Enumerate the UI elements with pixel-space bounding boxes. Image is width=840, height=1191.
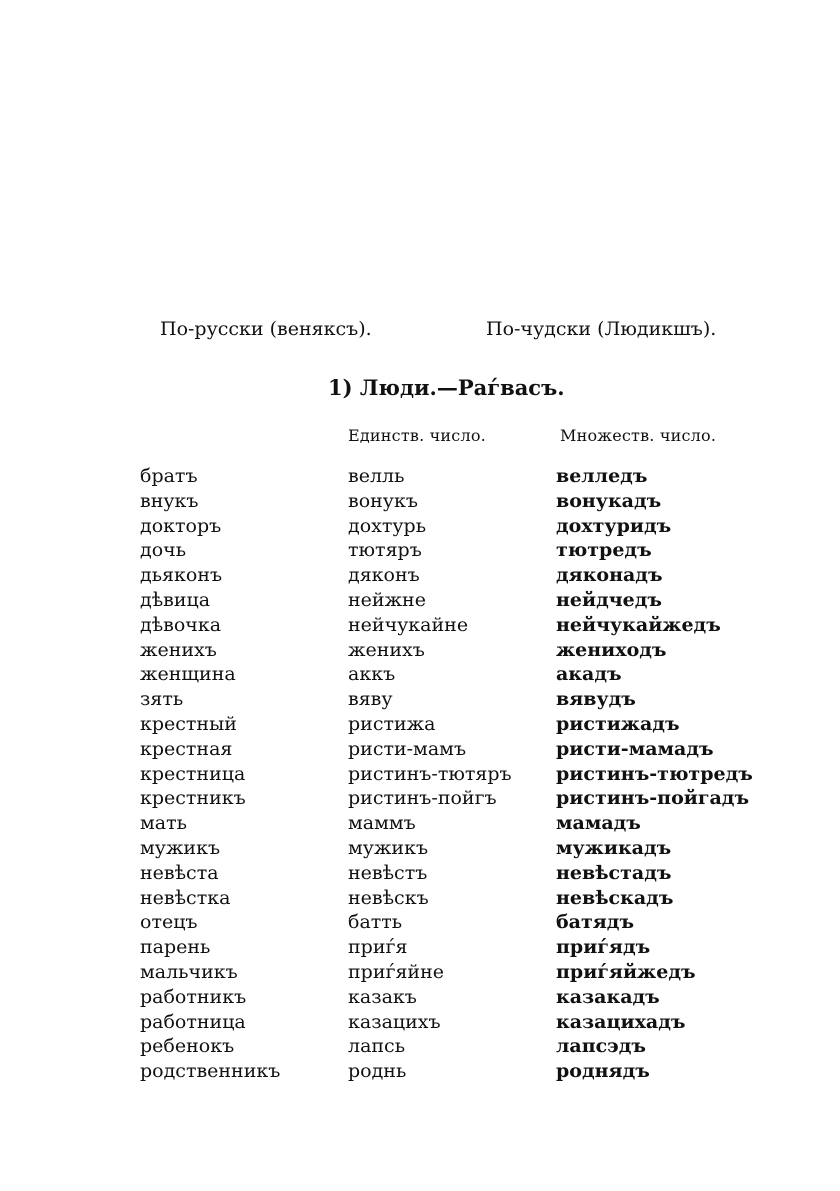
russian-language-header: По-русски (веняксъ). [160,318,372,340]
plural-word: ристинъ-пойгадъ [556,787,750,810]
plural-word: роднядъ [556,1060,650,1083]
plural-word: тютредъ [556,539,652,562]
russian-word: невѣстка [140,886,231,909]
russian-word: крестница [140,762,246,785]
plural-word: велледъ [556,465,648,487]
russian-word: крестникъ [140,787,246,810]
plural-word: невѣскадъ [556,886,674,909]
singular-word: приѓяйне [348,960,445,983]
russian-word: дѣвочка [140,613,222,636]
russian-word: невѣста [140,861,219,884]
singular-column-header: Единств. число. [348,426,486,445]
singular-word: женихъ [348,638,425,661]
russian-word: работникъ [140,985,247,1008]
singular-word: казакъ [348,985,417,1008]
singular-word: лапсь [348,1035,406,1058]
chud-language-header: По-чудски (Людикшъ). [486,318,717,340]
table-row [0,687,840,712]
table-row [0,762,840,787]
singular-word: аккъ [348,663,396,686]
russian-word: дѣвица [140,588,211,611]
plural-word: нейчукайжедъ [556,613,721,636]
russian-word: крестная [140,737,233,760]
singular-word: вяву [348,688,393,711]
russian-word: женихъ [140,638,217,661]
table-row [0,588,840,613]
singular-word: мужикъ [348,836,429,859]
russian-word: парень [140,936,211,959]
plural-word: ристинъ-тютредъ [556,762,753,785]
singular-word: ристинъ-пойгъ [348,787,497,810]
plural-word: мужикадъ [556,836,672,859]
plural-word: приѓядъ [556,936,651,959]
singular-word: нейжне [348,588,426,611]
russian-word: крестный [140,712,237,735]
table-row [0,563,840,588]
russian-word: докторъ [140,514,222,537]
table-row [0,836,840,861]
plural-word: батядъ [556,911,635,934]
russian-word: братъ [140,465,198,487]
plural-word: невѣстадъ [556,861,672,884]
russian-word: отецъ [140,911,198,934]
russian-word: зять [140,688,184,711]
table-row [0,786,840,811]
table-row [0,638,840,663]
table-row [0,935,840,960]
section-title: 1) Люди.—Раѓвасъ. [328,375,565,400]
singular-word: ристинъ-тютяръ [348,762,512,785]
singular-word: вонукъ [348,489,418,512]
singular-word: казацихъ [348,1010,441,1033]
plural-word: вонукадъ [556,489,662,512]
table-row [0,489,840,514]
russian-word: дочь [140,539,187,562]
plural-word: дяконадъ [556,564,663,587]
vocabulary-table [0,464,840,1084]
table-row [0,662,840,687]
singular-word: маммъ [348,812,416,835]
singular-word: ристи-мамъ [348,737,467,760]
table-row [0,514,840,539]
plural-word: казакадъ [556,985,660,1008]
singular-word: невѣстъ [348,861,428,884]
singular-word: роднь [348,1060,407,1083]
table-row [0,464,840,489]
singular-word: дохтурь [348,514,427,537]
singular-word: нейчукайне [348,613,469,636]
plural-word: ристи-мамадъ [556,737,714,760]
plural-column-header: Множеств. число. [560,426,717,445]
singular-word: тютяръ [348,539,422,562]
russian-word: работница [140,1010,246,1033]
russian-word: ребенокъ [140,1035,235,1058]
plural-word: акадъ [556,663,622,686]
plural-word: приѓяйжедъ [556,960,696,983]
table-row [0,1010,840,1035]
table-row [0,910,840,935]
singular-word: дяконъ [348,564,420,587]
table-row [0,737,840,762]
russian-word: мальчикъ [140,960,238,983]
table-row [0,811,840,836]
russian-word: дьяконъ [140,564,223,587]
singular-word: велль [348,465,405,487]
table-row [0,1034,840,1059]
table-row [0,613,840,638]
table-row [0,1059,840,1084]
russian-word: женщина [140,663,236,686]
plural-word: жениходъ [556,638,667,661]
singular-word: батть [348,911,403,934]
singular-word: невѣскъ [348,886,429,909]
russian-word: родственникъ [140,1060,281,1083]
plural-word: ристижадъ [556,712,680,735]
plural-word: казацихадъ [556,1010,686,1033]
table-row [0,861,840,886]
table-row [0,886,840,911]
russian-word: мать [140,812,187,835]
table-row [0,960,840,985]
plural-word: мамадъ [556,812,641,835]
plural-word: дохтуридъ [556,514,672,537]
plural-word: нейдчедъ [556,588,662,611]
plural-word: вявудъ [556,688,636,711]
table-row [0,712,840,737]
plural-word: лапсэдъ [556,1035,646,1058]
table-row [0,985,840,1010]
russian-word: мужикъ [140,836,221,859]
singular-word: приѓя [348,936,408,959]
russian-word: внукъ [140,489,199,512]
table-row [0,538,840,563]
singular-word: ристижа [348,712,436,735]
